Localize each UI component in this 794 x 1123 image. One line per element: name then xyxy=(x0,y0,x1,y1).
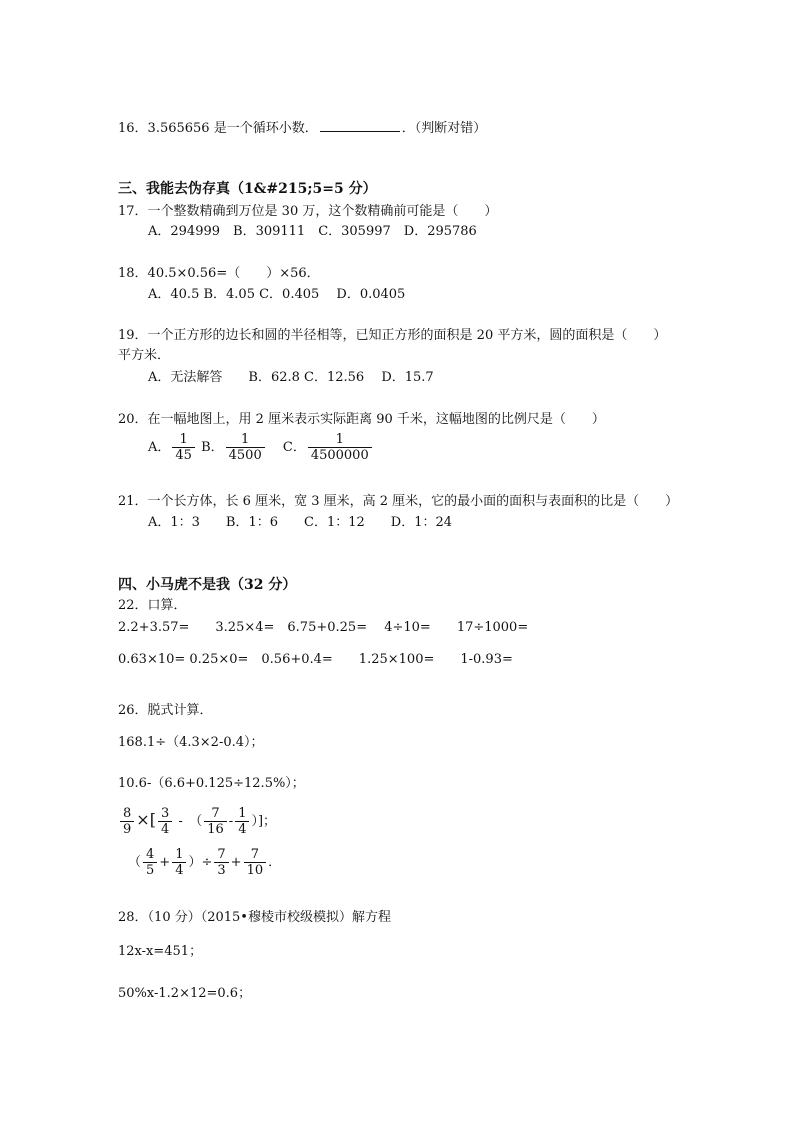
expression-1: 168.1÷（4.3×2-0.4）； xyxy=(118,735,264,750)
equation-2: 50%x-1.2×12=0.6； xyxy=(118,986,252,1001)
fraction: $\frac{1}{4500000}$ xyxy=(308,432,372,463)
question-28-title: 28．（10 分）（2015•穆棱市校级模拟）解方程 xyxy=(118,910,391,925)
equation-1: 12x-x=451； xyxy=(118,944,203,959)
question-17: 17．一个整数精确到万位是 30 万，这个数精确前可能是（ ） xyxy=(118,204,498,219)
question-18-options: A．40.5 B．4.05 C．0.405 D．0.0405 xyxy=(148,287,406,302)
question-21: 21．一个长方体，长 6 厘米，宽 3 厘米，高 2 厘米，它的最小面的面积与表面积的比是（ ） xyxy=(118,494,679,509)
question-20-options: A． $\frac{1}{45}$ B． $\frac{1}{4500}$ C． $\frac{1}{4500000}$ xyxy=(148,432,374,463)
fraction: $\frac{1}{4}$ xyxy=(235,806,249,837)
question-19: 19．一个正方形的边长和圆的半径相等，已知正方形的面积是 20 平方米，圆的面积是（ ） xyxy=(118,328,667,343)
question-19-cont: 平方米． xyxy=(118,348,171,363)
question-19-options: A．无法解答 B．62.8 C．12.56 D．15.7 xyxy=(148,370,434,385)
question-22-row1: 2.2+3.57= 3.25×4= 6.75+0.25= 4÷10= 17÷1000= xyxy=(118,620,529,635)
answer-blank[interactable] xyxy=(320,119,400,132)
fraction: $\frac{7}{3}$ xyxy=(214,847,228,878)
fraction: $\frac{4}{5}$ xyxy=(143,847,157,878)
fraction: $\frac{1}{45}$ xyxy=(172,432,195,463)
question-21-options: A．1：3 B．1：6 C．1：12 D．1：24 xyxy=(148,515,453,530)
fraction: $\frac{8}{9}$ xyxy=(120,806,134,837)
question-22-row2: 0.63×10= 0.25×0= 0.56+0.4= 1.25×100= 1-0.93= xyxy=(118,652,513,667)
question-22-title: 22．口算． xyxy=(118,598,187,613)
fraction: $\frac{3}{4}$ xyxy=(158,806,172,837)
expression-3: $\frac{8}{9}$ ×[ $\frac{3}{4}$ - （ $\frac{7}{16}$ - $\frac{1}{4}$ ）]； xyxy=(118,806,276,837)
question-26-title: 26．脱式计算． xyxy=(118,703,213,718)
fraction: $\frac{7}{10}$ xyxy=(244,847,267,878)
section-3-title: 三、我能去伪存真（1&#215;5=5 分） xyxy=(118,181,377,197)
question-17-options: A．294999 B．309111 C．305997 D．295786 xyxy=(148,224,477,239)
expression-2: 10.6-（6.6+0.125÷12.5%）； xyxy=(118,776,305,791)
fraction: $\frac{7}{16}$ xyxy=(204,806,227,837)
question-16: 16．3.565656 是一个循环小数． ．（判断对错） xyxy=(118,121,487,136)
question-20: 20．在一幅地图上，用 2 厘米表示实际距离 90 千米，这幅地图的比例尺是（ ） xyxy=(118,412,605,427)
fraction: $\frac{1}{4}$ xyxy=(172,847,186,878)
fraction: $\frac{1}{4500}$ xyxy=(226,432,265,463)
expression-4: （ $\frac{4}{5}$ + $\frac{1}{4}$ ）÷ $\frac{7}{3}$ + $\frac{7}{10}$ ． xyxy=(128,847,282,878)
question-18: 18．40.5×0.56=（ ）×56． xyxy=(118,266,320,281)
section-4-title: 四、小马虎不是我（32 分） xyxy=(118,577,297,593)
